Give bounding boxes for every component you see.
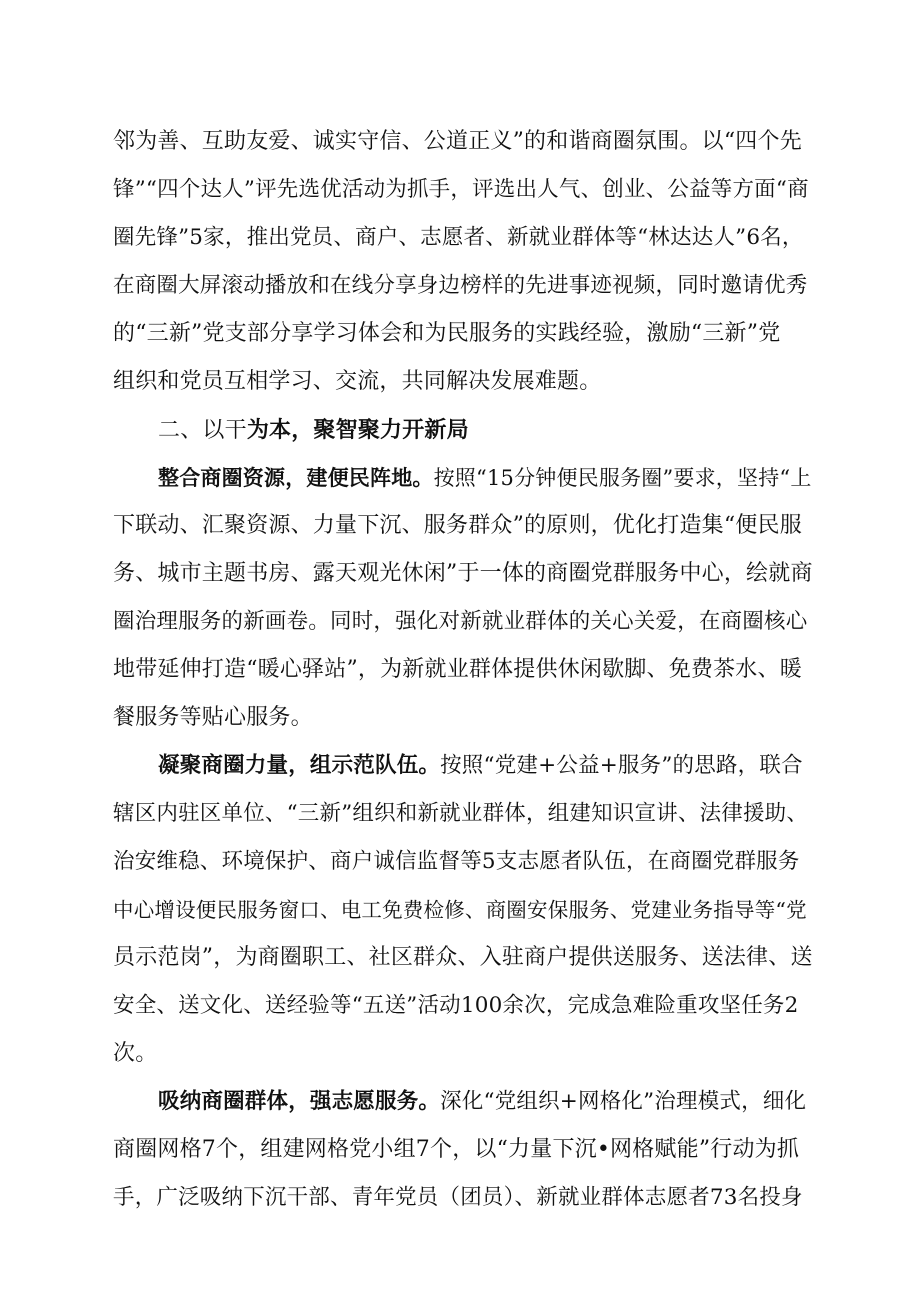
paragraph-line: 地带延伸打造“暖心驿站”，为新就业群体提供休闲歇脚、免费茶水、暖: [113, 657, 802, 682]
paragraph-text: 按照“党建+公益+服务”的思路，联合: [440, 753, 803, 778]
paragraph-first-line: [158, 744, 813, 788]
paragraph-line: 邻为善、互助友爱、诚实守信、公道正义”的和谐商圈氛围。以“四个先: [113, 129, 802, 154]
heading-bold-text: 为本，聚智聚力开新局: [246, 417, 469, 443]
paragraph-first-line: [158, 1080, 813, 1124]
paragraph-line: 员示范岗”，为商圈职工、社区群众、入驻商户提供送服务、送法律、送: [113, 945, 813, 970]
paragraph-line: 圈治理服务的新画卷。同时，强化对新就业群体的关心关爱，在商圈核心: [113, 609, 808, 634]
paragraph-lead: 吸纳商圈群体，强志愿服务。: [158, 1089, 441, 1114]
paragraph-line: 安全、送文化、送经验等“五送”活动100余次，完成急难险重攻坚任务2: [113, 993, 799, 1018]
paragraph-line: 在商圈大屏滚动播放和在线分享身边榜样的先进事迹视频，同时邀请优秀: [113, 273, 808, 298]
paragraph-line: 商圈网格7个，组建网格党小组7个，以“力量下沉•网格赋能”行动为抓: [113, 1137, 800, 1162]
paragraph-line: 次。: [113, 1041, 158, 1066]
paragraph-line: 治安维稳、环境保护、商户诚信监督等5支志愿者队伍，在商圈党群服务: [113, 849, 800, 874]
section-heading: [158, 408, 813, 452]
paragraph-line: 餐服务等贴心服务。: [113, 705, 313, 730]
paragraph-line: 下联动、汇聚资源、力量下沉、服务群众”的原则，优化打造集“便民服: [113, 513, 802, 538]
paragraph-line: 组织和党员互相学习、交流，共同解决发展难题。: [113, 369, 602, 394]
paragraph-first-line: [158, 456, 813, 500]
paragraph-line: 中心增设便民服务窗口、电工免费检修、商圈安保服务、党建业务指导等“党: [113, 898, 807, 922]
paragraph-line: 圈先锋”5家，推出党员、商户、志愿者、新就业群体等“林达达人”6名，: [113, 225, 804, 250]
paragraph-line: 锋”“四个达人”评先选优活动为抓手，评选出人气、创业、公益等方面“商: [113, 177, 809, 202]
paragraph-line: 手，广泛吸纳下沉干部、青年党员（团员）、新就业群体志愿者73名投身: [113, 1185, 803, 1210]
heading-prefix: 二、以干: [158, 418, 247, 443]
paragraph-line: 辖区内驻区单位、“三新”组织和新就业群体，组建知识宣讲、法律援助、: [113, 801, 809, 826]
paragraph-line: 的“三新”党支部分享学习体会和为民服务的实践经验，激励“三新”党: [113, 321, 781, 346]
paragraph-lead: 凝聚商圈力量，组示范队伍。: [158, 753, 441, 778]
paragraph-lead: 整合商圈资源，建便民阵地。: [158, 465, 434, 490]
paragraph-text: 深化“党组织+网格化”治理模式，细化: [440, 1089, 807, 1114]
paragraph-line: 务、城市主题书房、露天观光休闲”于一体的商圈党群服务中心，绘就商: [113, 561, 813, 586]
paragraph-text: 按照“15分钟便民服务圈”要求，坚持“上: [433, 466, 812, 490]
